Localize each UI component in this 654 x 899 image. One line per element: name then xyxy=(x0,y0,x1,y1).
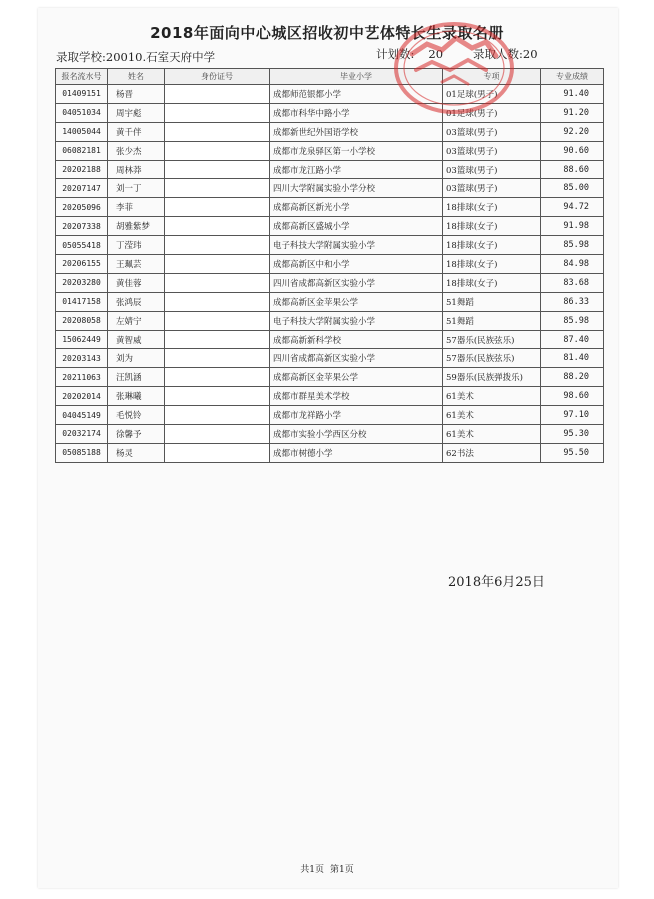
specialty: 03篮球(男子) xyxy=(443,141,541,160)
specialty: 57器乐(民族弦乐) xyxy=(443,330,541,349)
registration-no: 20205096 xyxy=(56,198,108,217)
student-name: 丁滢玮 xyxy=(108,236,165,255)
redaction-block xyxy=(165,123,269,141)
student-name: 张琳曦 xyxy=(108,387,165,406)
primary-school: 成都高新区盛城小学 xyxy=(270,217,443,236)
id-number-redacted xyxy=(165,387,270,406)
registration-no: 05055418 xyxy=(56,236,108,255)
specialty-score: 87.40 xyxy=(541,330,604,349)
specialty-score: 88.20 xyxy=(541,368,604,387)
primary-school: 四川大学附属实验小学分校 xyxy=(270,179,443,198)
id-number-redacted xyxy=(165,141,270,160)
specialty-score: 84.98 xyxy=(541,255,604,274)
id-number-redacted xyxy=(165,311,270,330)
specialty-score: 94.72 xyxy=(541,198,604,217)
admission-table xyxy=(55,68,604,463)
redaction-block xyxy=(165,255,269,273)
table-row xyxy=(56,443,604,462)
specialty-score: 85.98 xyxy=(541,311,604,330)
registration-no: 20207147 xyxy=(56,179,108,198)
header-primary-school: 毕业小学 xyxy=(270,69,443,85)
id-number-redacted xyxy=(165,273,270,292)
redaction-block xyxy=(165,236,269,254)
specialty: 18排球(女子) xyxy=(443,236,541,255)
plan-count-label: 计划数: xyxy=(376,47,415,61)
specialty: 18排球(女子) xyxy=(443,198,541,217)
table-row xyxy=(56,425,604,444)
specialty-score: 91.40 xyxy=(541,85,604,104)
id-number-redacted xyxy=(165,236,270,255)
specialty-score: 81.40 xyxy=(541,349,604,368)
redaction-block xyxy=(165,85,269,103)
redaction-block xyxy=(165,293,269,311)
redaction-block xyxy=(165,198,269,216)
redaction-block xyxy=(165,425,269,443)
redaction-block xyxy=(165,331,269,349)
id-number-redacted xyxy=(165,217,270,236)
student-name: 刘为 xyxy=(108,349,165,368)
primary-school: 四川省成都高新区实验小学 xyxy=(270,273,443,292)
header-registration-no: 报名流水号 xyxy=(56,69,108,85)
student-name: 李菲 xyxy=(108,198,165,217)
student-name: 毛悦铃 xyxy=(108,406,165,425)
specialty: 03篮球(男子) xyxy=(443,179,541,198)
specialty: 51舞蹈 xyxy=(443,311,541,330)
admitted-count xyxy=(473,46,538,62)
student-name: 徐馨予 xyxy=(108,425,165,444)
registration-no: 06082181 xyxy=(56,141,108,160)
student-name: 黄佳蓉 xyxy=(108,273,165,292)
issue-date: 2018年6月25日 xyxy=(448,575,545,590)
registration-no: 20203280 xyxy=(56,273,108,292)
id-number-redacted xyxy=(165,292,270,311)
id-number-redacted xyxy=(165,406,270,425)
primary-school: 电子科技大学附属实验小学 xyxy=(270,236,443,255)
id-number-redacted xyxy=(165,443,270,462)
primary-school: 电子科技大学附属实验小学 xyxy=(270,311,443,330)
student-name: 刘一丁 xyxy=(108,179,165,198)
student-name: 胡雅紫梦 xyxy=(108,217,165,236)
id-number-redacted xyxy=(165,425,270,444)
student-name: 周宇彪 xyxy=(108,103,165,122)
redaction-block xyxy=(165,104,269,122)
plan-count xyxy=(376,46,443,62)
registration-no: 20202188 xyxy=(56,160,108,179)
specialty-score: 91.98 xyxy=(541,217,604,236)
header-specialty: 专项 xyxy=(443,69,541,85)
specialty: 03篮球(男子) xyxy=(443,122,541,141)
id-number-redacted xyxy=(165,255,270,274)
registration-no: 04045149 xyxy=(56,406,108,425)
primary-school: 四川省成都高新区实验小学 xyxy=(270,349,443,368)
redaction-block xyxy=(165,179,269,197)
redaction-block xyxy=(165,217,269,235)
specialty: 62书法 xyxy=(443,443,541,462)
specialty: 57器乐(民族弦乐) xyxy=(443,349,541,368)
id-number-redacted xyxy=(165,85,270,104)
id-number-redacted xyxy=(165,179,270,198)
student-name: 左婧宁 xyxy=(108,311,165,330)
admitting-school: 录取学校:20010.石室天府中学 xyxy=(56,50,216,64)
student-name: 杨晋 xyxy=(108,85,165,104)
specialty: 61美术 xyxy=(443,387,541,406)
table-row xyxy=(56,311,604,330)
primary-school: 成都新世纪外国语学校 xyxy=(270,122,443,141)
primary-school: 成都师范银都小学 xyxy=(270,85,443,104)
specialty-score: 98.60 xyxy=(541,387,604,406)
student-name: 王珮芸 xyxy=(108,255,165,274)
table-row xyxy=(56,217,604,236)
specialty: 01足球(男子) xyxy=(443,103,541,122)
table-row xyxy=(56,255,604,274)
registration-no: 04051034 xyxy=(56,103,108,122)
specialty: 61美术 xyxy=(443,406,541,425)
registration-no: 02032174 xyxy=(56,425,108,444)
student-name: 张鸿辰 xyxy=(108,292,165,311)
table-row xyxy=(56,292,604,311)
primary-school: 成都市群星美术学校 xyxy=(270,387,443,406)
specialty: 03篮球(男子) xyxy=(443,160,541,179)
table-body xyxy=(56,85,604,463)
registration-no: 15062449 xyxy=(56,330,108,349)
plan-count-value: 20 xyxy=(428,47,444,61)
table-row xyxy=(56,103,604,122)
primary-school: 成都市树德小学 xyxy=(270,443,443,462)
table-row xyxy=(56,273,604,292)
id-number-redacted xyxy=(165,368,270,387)
registration-no: 20208058 xyxy=(56,311,108,330)
redaction-block xyxy=(165,142,269,160)
id-number-redacted xyxy=(165,103,270,122)
table-row xyxy=(56,141,604,160)
specialty-score: 91.20 xyxy=(541,103,604,122)
registration-no: 20207338 xyxy=(56,217,108,236)
primary-school: 成都高新新科学校 xyxy=(270,330,443,349)
header-score: 专业成绩 xyxy=(541,69,604,85)
redaction-block xyxy=(165,349,269,367)
table-row xyxy=(56,198,604,217)
primary-school: 成都高新区新光小学 xyxy=(270,198,443,217)
student-name: 黄千伴 xyxy=(108,122,165,141)
primary-school: 成都市科华中路小学 xyxy=(270,103,443,122)
header-id-number: 身份证号 xyxy=(165,69,270,85)
specialty-score: 97.10 xyxy=(541,406,604,425)
specialty: 18排球(女子) xyxy=(443,217,541,236)
primary-school: 成都高新区金苹果公学 xyxy=(270,292,443,311)
redaction-block xyxy=(165,161,269,179)
specialty: 01足球(男子) xyxy=(443,85,541,104)
specialty-score: 88.60 xyxy=(541,160,604,179)
redaction-block xyxy=(165,368,269,386)
admitted-count-label: 录取人数: xyxy=(473,47,523,61)
student-name: 杨灵 xyxy=(108,443,165,462)
student-name: 汪凯涵 xyxy=(108,368,165,387)
registration-no: 20203143 xyxy=(56,349,108,368)
primary-school: 成都市龙祥路小学 xyxy=(270,406,443,425)
primary-school: 成都高新区金苹果公学 xyxy=(270,368,443,387)
student-name: 黄智威 xyxy=(108,330,165,349)
specialty-score: 95.30 xyxy=(541,425,604,444)
specialty: 59器乐(民族弹拨乐) xyxy=(443,368,541,387)
table-row xyxy=(56,368,604,387)
table-row xyxy=(56,330,604,349)
specialty: 61美术 xyxy=(443,425,541,444)
specialty: 18排球(女子) xyxy=(443,273,541,292)
specialty: 51舞蹈 xyxy=(443,292,541,311)
table-header-row xyxy=(56,69,604,85)
registration-no: 20206155 xyxy=(56,255,108,274)
registration-no: 05085188 xyxy=(56,443,108,462)
specialty-score: 92.20 xyxy=(541,122,604,141)
specialty-score: 90.60 xyxy=(541,141,604,160)
primary-school: 成都市龙江路小学 xyxy=(270,160,443,179)
redaction-block xyxy=(165,444,269,462)
registration-no: 14005044 xyxy=(56,122,108,141)
registration-no: 01409151 xyxy=(56,85,108,104)
table-row xyxy=(56,160,604,179)
table-row xyxy=(56,85,604,104)
id-number-redacted xyxy=(165,330,270,349)
table-row xyxy=(56,406,604,425)
specialty-score: 85.98 xyxy=(541,236,604,255)
primary-school: 成都市龙泉驿区第一小学校 xyxy=(270,141,443,160)
page-current: 第1页 xyxy=(330,865,354,875)
id-number-redacted xyxy=(165,160,270,179)
id-number-redacted xyxy=(165,122,270,141)
specialty-score: 86.33 xyxy=(541,292,604,311)
id-number-redacted xyxy=(165,198,270,217)
specialty-score: 85.00 xyxy=(541,179,604,198)
registration-no: 01417158 xyxy=(56,292,108,311)
student-name: 周林莽 xyxy=(108,160,165,179)
specialty: 18排球(女子) xyxy=(443,255,541,274)
redaction-block xyxy=(165,406,269,424)
table-row xyxy=(56,387,604,406)
table-row xyxy=(56,179,604,198)
primary-school: 成都市实验小学西区分校 xyxy=(270,425,443,444)
table-row xyxy=(56,122,604,141)
specialty-score: 95.50 xyxy=(541,443,604,462)
table-row xyxy=(56,349,604,368)
admitted-count-value: 20 xyxy=(522,47,538,61)
redaction-block xyxy=(165,312,269,330)
registration-no: 20211063 xyxy=(56,368,108,387)
student-name: 张少杰 xyxy=(108,141,165,160)
header-name: 姓名 xyxy=(108,69,165,85)
page-total: 共1页 xyxy=(300,865,324,875)
primary-school: 成都高新区中和小学 xyxy=(270,255,443,274)
id-number-redacted xyxy=(165,349,270,368)
redaction-block xyxy=(165,274,269,292)
specialty-score: 83.68 xyxy=(541,273,604,292)
registration-no: 20202014 xyxy=(56,387,108,406)
redaction-block xyxy=(165,387,269,405)
table-row xyxy=(56,236,604,255)
document-title: 2018年面向中心城区招收初中艺体特长生录取名册 xyxy=(150,24,504,42)
page-footer xyxy=(0,862,654,875)
